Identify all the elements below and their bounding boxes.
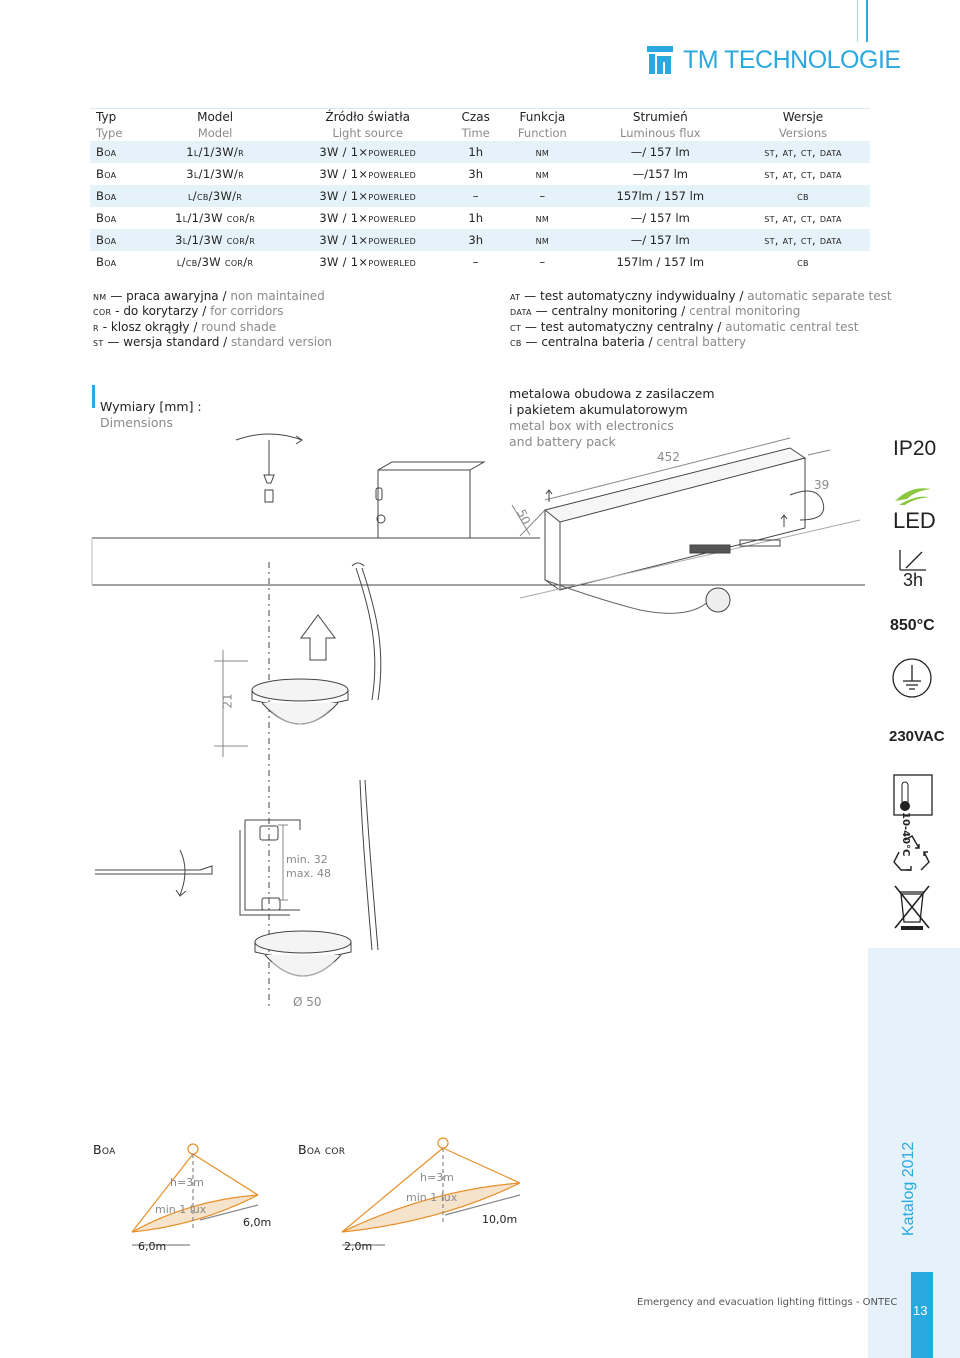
legend-en: central battery xyxy=(656,335,746,350)
table-cell: – xyxy=(451,251,500,273)
table-cell: Boa xyxy=(90,229,146,251)
legend-en: central monitoring xyxy=(689,304,801,319)
table-cell: 3W / 1×powerled xyxy=(284,251,451,273)
dim-diameter: Ø 50 xyxy=(293,995,322,1009)
led-label: LED xyxy=(893,508,936,533)
table-cell: 3W / 1×powerled xyxy=(284,163,451,185)
header-label-pl: Strumień xyxy=(632,110,688,124)
table-cell: 1h xyxy=(451,141,500,163)
table-cell: 3h xyxy=(451,163,500,185)
table-cell: Boa xyxy=(90,141,146,163)
table-cell: Boa xyxy=(90,251,146,273)
table-cell: 1l/1/3W cor/r xyxy=(146,207,284,229)
dim-min: min. 32 xyxy=(286,853,328,866)
legend-code: st xyxy=(93,335,104,350)
header-label-en: Time xyxy=(461,126,490,140)
dim-39: 39 xyxy=(814,478,830,492)
table-cell: 3l/1/3W/r xyxy=(146,163,284,185)
table-cell: st, at, ct, data xyxy=(736,163,870,185)
dim-50: 50 xyxy=(514,507,534,527)
legend-en: automatic central test xyxy=(725,319,859,334)
legend-pl: - do korytarzy / xyxy=(115,304,207,319)
table-cell: Boa xyxy=(90,207,146,229)
diagram-boacor-title: Boa cor xyxy=(298,1142,346,1157)
page-number: 13 xyxy=(913,1303,928,1318)
legend-en: automatic separate test xyxy=(747,289,892,303)
dimensions-subtitle: Dimensions xyxy=(100,415,173,430)
table-cell: 3W / 1×powerled xyxy=(284,141,451,163)
table-cell: Boa xyxy=(90,163,146,185)
legend-en: standard version xyxy=(231,335,333,350)
box-caption-en2: and battery pack xyxy=(509,434,616,449)
footer-text: Emergency and evacuation lighting fittings - ONTEC xyxy=(637,1297,898,1308)
legend-code: data xyxy=(510,304,532,319)
box-caption-en1: metal box with electronics xyxy=(509,418,674,433)
table-cell: —/ 157 lm xyxy=(585,207,736,229)
diagram-boa-height: h=3m xyxy=(170,1176,204,1189)
voltage-label: 230VAC xyxy=(889,728,945,745)
diagram-boacor-width-b: 2,0m xyxy=(344,1240,373,1253)
header-label-en: Light source xyxy=(332,126,403,140)
table-cell: nm xyxy=(500,229,585,251)
legend-en: non maintained xyxy=(230,289,325,303)
legend-pl: — wersja standard / xyxy=(107,335,228,350)
dim-452: 452 xyxy=(657,450,680,464)
table-cell: 157lm / 157 lm xyxy=(585,185,736,207)
legend-pl: — test automatyczny centralny / xyxy=(524,319,722,334)
header-label-pl: Źródło światła xyxy=(325,110,411,124)
ip20-label: IP20 xyxy=(893,437,937,460)
box-caption-pl1: metalowa obudowa z zasilaczem xyxy=(509,386,715,401)
table-cell: st, at, ct, data xyxy=(736,207,870,229)
diagram-boacor-width-a: 10,0m xyxy=(482,1213,518,1226)
diagram-boa-title: Boa xyxy=(93,1142,116,1157)
table-cell: —/157 lm xyxy=(585,163,736,185)
header-label-pl: Czas xyxy=(461,110,490,124)
diagram-boacor-lux: min 1 lux xyxy=(406,1191,458,1204)
table-cell: 3W / 1×powerled xyxy=(284,229,451,251)
table-cell: 3W / 1×powerled xyxy=(284,207,451,229)
legend-code: nm xyxy=(93,289,107,303)
legend-en: round shade xyxy=(201,319,277,334)
dimensions-title: Wymiary [mm] : xyxy=(100,399,202,414)
legend-pl: — centralny monitoring / xyxy=(535,304,686,319)
table-cell: l/cb/3W/r xyxy=(146,185,284,207)
header-label-en: Versions xyxy=(778,126,828,140)
table-cell: —/ 157 lm xyxy=(585,141,736,163)
dim-21: 21 xyxy=(220,693,235,709)
table-cell: 157lm / 157 lm xyxy=(585,251,736,273)
table-cell: 1h xyxy=(451,207,500,229)
table-cell: st, at, ct, data xyxy=(736,229,870,251)
legend-code: r xyxy=(93,319,99,334)
legend-code: at xyxy=(510,289,521,303)
glow-wire-label: 850°C xyxy=(890,617,935,634)
legend-pl: — praca awaryjna / xyxy=(110,289,227,303)
header-label-pl: Funkcja xyxy=(519,110,566,124)
header-label-en: Luminous flux xyxy=(620,126,701,140)
table-cell: – xyxy=(500,185,585,207)
legend-pl: - klosz okrągły / xyxy=(102,319,198,334)
header-label-pl: Model xyxy=(197,110,234,124)
table-cell: 3h xyxy=(451,229,500,251)
table-cell: 3l/1/3W cor/r xyxy=(146,229,284,251)
temperature-range: 10-40°C xyxy=(900,812,911,857)
table-cell: 3W / 1×powerled xyxy=(284,185,451,207)
table-cell: cb xyxy=(736,185,870,207)
table-cell: —/ 157 lm xyxy=(585,229,736,251)
legend-pl: — test automatyczny indywidualny / xyxy=(524,289,744,303)
dim-max: max. 48 xyxy=(286,867,331,880)
diagram-boacor-height: h=3m xyxy=(420,1171,454,1184)
header-label-pl: Typ xyxy=(96,110,117,124)
box-caption-pl2: i pakietem akumulatorowym xyxy=(509,402,688,417)
legend-code: cb xyxy=(510,335,522,350)
table-cell: – xyxy=(500,251,585,273)
duration-label: 3h xyxy=(903,570,924,590)
table-cell: l/cb/3W cor/r xyxy=(146,251,284,273)
legend-en: for corridors xyxy=(210,304,284,319)
table-cell: nm xyxy=(500,141,585,163)
table-cell: Boa xyxy=(90,185,146,207)
header-label-en: Type xyxy=(96,126,123,140)
table-cell: nm xyxy=(500,207,585,229)
header-label-en: Function xyxy=(517,126,567,140)
legend-code: ct xyxy=(510,319,522,334)
legend-code: cor xyxy=(93,304,112,319)
header-label-en: Model xyxy=(197,126,233,140)
table-cell: cb xyxy=(736,251,870,273)
table-cell: st, at, ct, data xyxy=(736,141,870,163)
diagram-boa-width-a: 6,0m xyxy=(138,1240,167,1253)
table-cell: 1l/1/3W/r xyxy=(146,141,284,163)
header-label-pl: Wersje xyxy=(782,110,824,124)
legend-pl: — centralna bateria / xyxy=(525,335,653,350)
catalog-label: Katalog 2012 xyxy=(900,1141,917,1236)
diagram-boa-width-b: 6,0m xyxy=(243,1216,272,1229)
diagram-boa-lux: min 1 lux xyxy=(155,1203,207,1216)
logo-text: TM TECHNOLOGIE xyxy=(683,45,901,74)
table-cell: – xyxy=(451,185,500,207)
table-cell: nm xyxy=(500,163,585,185)
